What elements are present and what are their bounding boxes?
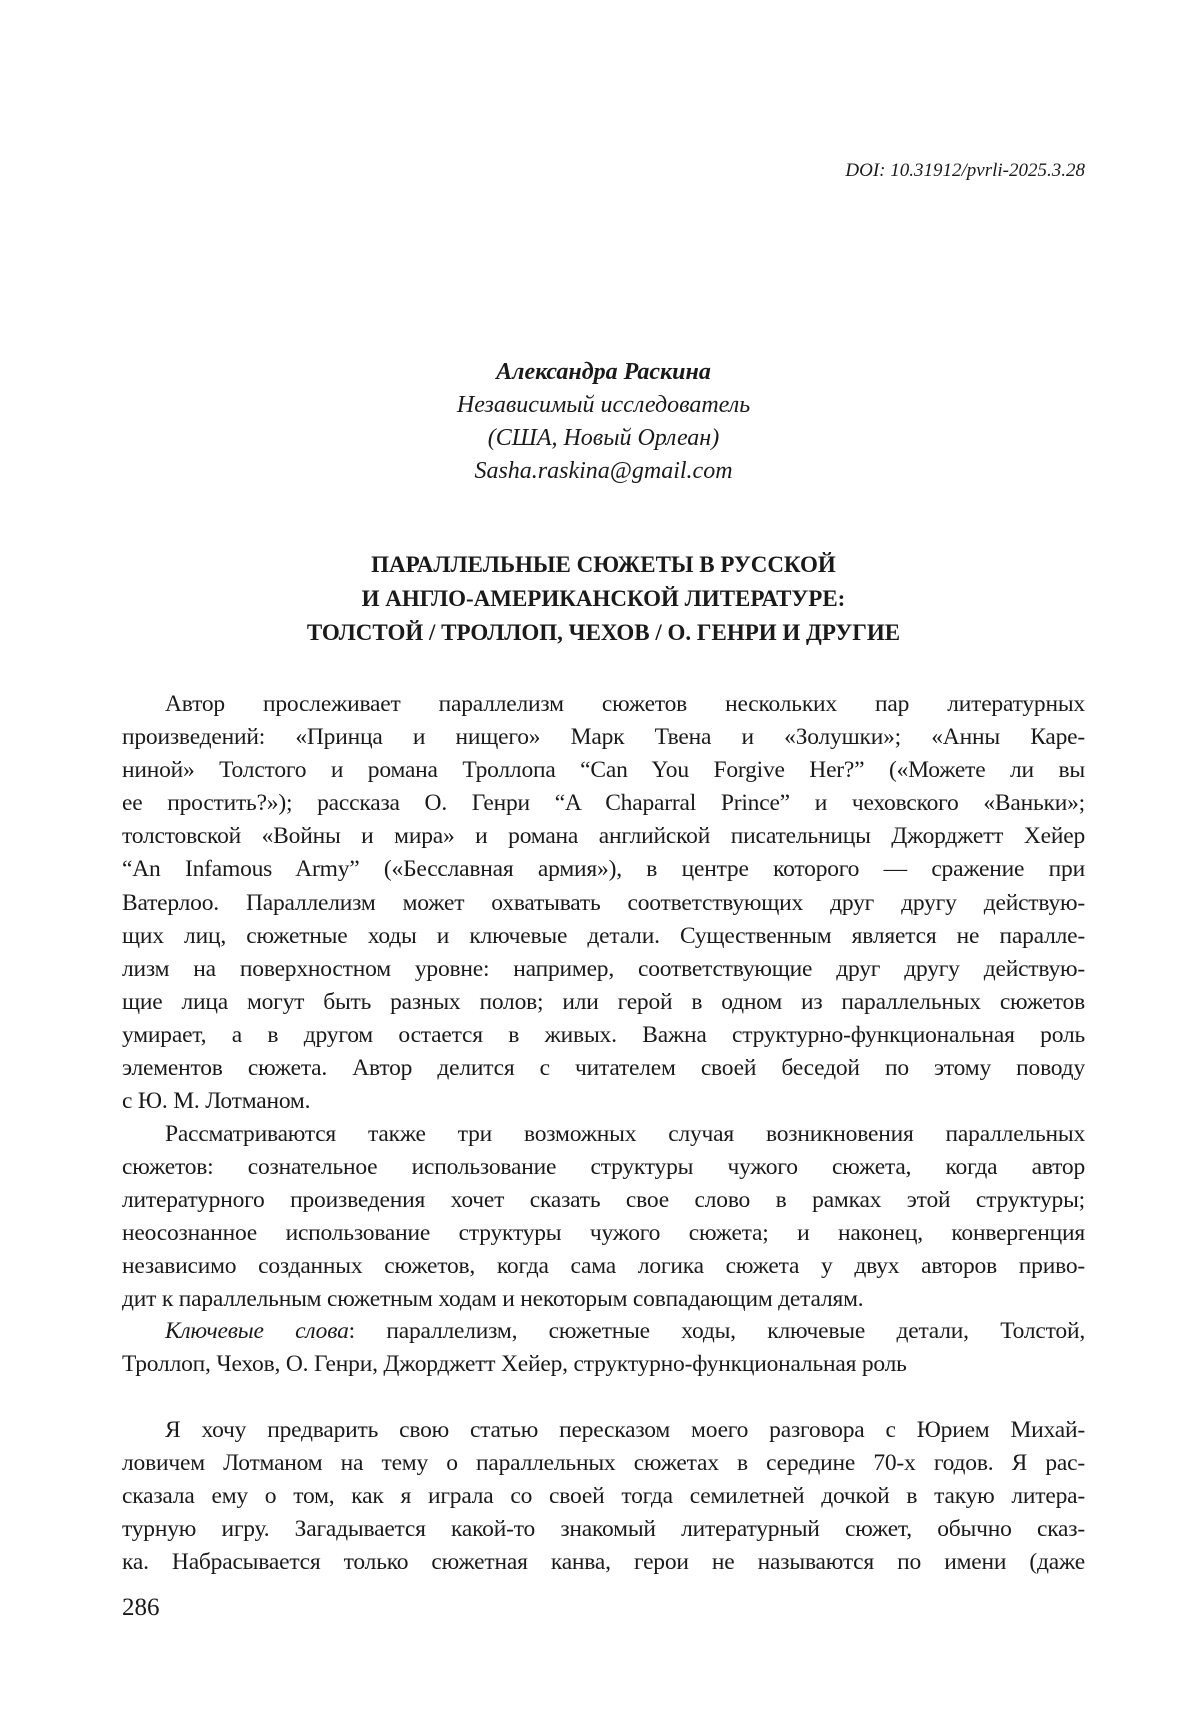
abstract-line: “An Infamous Army” («Бесславная армия»), в центре которого — сражение при [122,856,1085,883]
article-title [122,548,1085,650]
paragraph-line: независимо созданных сюжетов, когда сама логика сюжета у двух авторов приво- [122,1253,1085,1280]
abstract-paragraph-2 [122,1118,1085,1317]
title-line: ТОЛСТОЙ / ТРОЛЛОП, ЧЕХОВ / О. ГЕНРИ И ДРУГИЕ [306,620,901,645]
keywords-label: Ключевые слова [165,1318,349,1344]
paragraph-line: сюжетов: сознательное использование структуры чужого сюжета, когда автор [122,1154,1085,1181]
author-block [122,356,1085,488]
abstract-line: умирает, а в другом остается в живых. Важна структурно-функциональная роль [122,1021,1085,1048]
abstract-line: Ватерлоо. Параллелизм может охватывать соответствующих друг другу действую- [122,889,1085,916]
doi-header: DOI: 10.31912/pvrli-2025.3.28 [845,160,1085,181]
abstract-line: толстовской «Войны и мира» и романа английской писательницы Джорджетт Хейер [122,823,1085,850]
paragraph-line: литературного произведения хочет сказать свое слово в рамках этой структуры; [122,1187,1085,1214]
keywords-line: Троллоп, Чехов, О. Генри, Джорджетт Хейер, структурно-функциональная роль [122,1351,907,1378]
title-line: ПАРАЛЛЕЛЬНЫЕ СЮЖЕТЫ В РУССКОЙ [371,552,836,577]
paragraph-line: Рассматриваются также три возможных случая возникновения параллельных [165,1121,1085,1147]
abstract-line: щие лица могут быть разных полов; или герой в одном из параллельных сюжетов [122,988,1085,1015]
body-line: ловичем Лотманом на тему о параллельных сюжетах в середине 70-х годов. Я рас- [122,1450,1085,1477]
abstract-line: ее простить?»); рассказа О. Генри “A Chaparral Prince” и чеховского «Ваньки»; [122,790,1085,817]
body-text [122,1414,1085,1579]
body-line: сказала ему о том, как я играла со своей тогда семилетней дочкой в такую литера- [122,1483,1085,1510]
paragraph-line: дит к параллельным сюжетным ходам и некоторым совпадающим деталям. [122,1286,864,1313]
abstract-line: произведений: «Принца и нищего» Марк Твена и «Золушки»; «Анны Каре- [122,724,1085,751]
abstract-line: элементов сюжета. Автор делится с читателем своей беседой по этому поводу [122,1055,1085,1082]
paragraph-line: неосознанное использование структуры чужого сюжета; и наконец, конвергенция [122,1220,1085,1247]
title-line: И АНГЛО-АМЕРИКАНСКОЙ ЛИТЕРАТУРЕ: [361,586,846,611]
keywords [122,1315,1085,1381]
abstract-line: с Ю. М. Лотманом. [122,1088,311,1115]
author-location: (США, Новый Орлеан) [487,425,720,451]
body-line: ка. Набрасывается только сюжетная канва, герои не называются по имени (даже [122,1549,1085,1576]
abstract-line: щих лиц, сюжетные ходы и ключевые детали. Существенным является не паралле- [122,922,1085,949]
author-email: Sasha.raskina@gmail.com [474,458,733,484]
keywords-line [122,1315,1085,1348]
keywords-text: : параллелизм, сюжетные ходы, ключевые детали, Толстой, [348,1318,1085,1344]
abstract [122,688,1085,1118]
author-affiliation: Независимый исследователь [456,392,751,418]
abstract-line: Автор прослеживает параллелизм сюжетов нескольких пар литературных [165,691,1085,717]
body-line: Я хочу предварить свою статью пересказом моего разговора с Юрием Михай- [165,1417,1085,1443]
abstract-line: лизм на поверхностном уровне: например, соответствующие друг другу действую- [122,955,1085,982]
body-line: турную игру. Загадывается какой-то знакомый литературный сюжет, обычно сказ- [122,1516,1085,1543]
abstract-line: ниной» Толстого и романа Троллопа “Can You Forgive Her?” («Можете ли вы [122,757,1085,784]
page-number: 286 [122,1594,160,1621]
author-name: Александра Раскина [496,359,711,385]
